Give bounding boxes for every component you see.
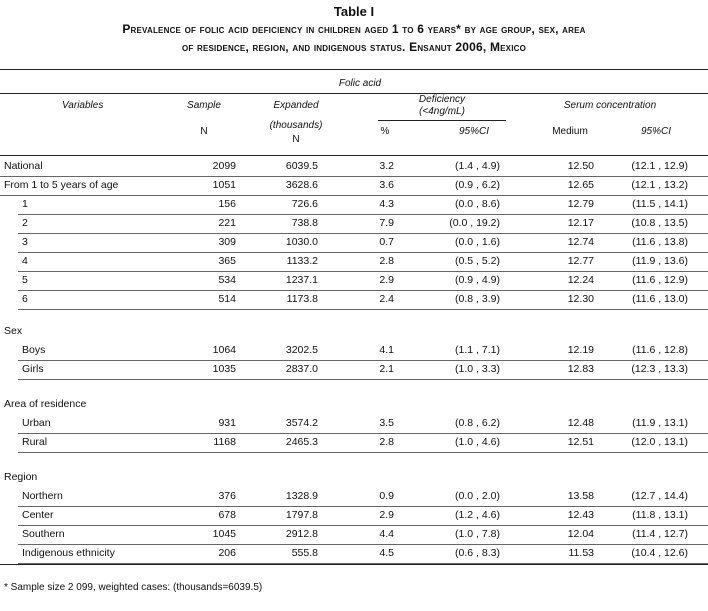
row-label: National <box>4 160 43 172</box>
table-row <box>4 525 704 544</box>
cell-ci2: (12.1 , 13.2) <box>631 179 688 191</box>
table-row <box>4 157 704 176</box>
cell-medium: 12.24 <box>567 274 594 286</box>
cell-ci: (0.0 , 1.6) <box>455 236 500 248</box>
cell-sample: 221 <box>218 217 236 229</box>
header-deficiency: Deficiency <box>418 94 466 105</box>
header-expanded-n: N <box>292 134 300 145</box>
table-row <box>4 360 704 379</box>
table-row <box>4 544 704 563</box>
table-row <box>4 233 704 252</box>
cell-sample: 931 <box>218 417 236 429</box>
cell-ci: (0.5 , 5.2) <box>455 255 500 267</box>
header-serum: Serum concentration <box>563 100 657 111</box>
cell-ci2: (12.3 , 13.3) <box>631 363 688 375</box>
row-label: 6 <box>22 293 28 305</box>
cell-ci: (1.1 , 7.1) <box>455 344 500 356</box>
cell-expanded: 3628.6 <box>285 179 318 191</box>
table-row <box>4 414 704 433</box>
cell-pct: 2.8 <box>379 255 394 267</box>
cell-medium: 12.43 <box>567 509 594 521</box>
cell-pct: 2.9 <box>379 274 394 286</box>
cell-ci2: (10.4 , 12.6) <box>631 547 688 559</box>
header-sample-n: N <box>200 126 208 137</box>
table-row <box>4 290 704 309</box>
cell-ci2: (11.6 , 12.9) <box>632 274 688 286</box>
table-title-line2: of residence, region, and indigenous status. Ensanut 2006, Mexico <box>181 40 527 54</box>
cell-ci: (0.6 , 8.3) <box>455 547 500 559</box>
cell-medium: 12.48 <box>567 417 594 429</box>
cell-ci: (0.0 , 8.6) <box>455 198 500 210</box>
cell-sample: 156 <box>218 198 236 210</box>
cell-ci: (0.9 , 4.9) <box>455 274 500 286</box>
cell-sample: 1035 <box>212 363 236 375</box>
header-deficiency-sub: (<4ng/mL) <box>419 106 465 117</box>
cell-sample: 1051 <box>212 179 236 191</box>
cell-ci: (1.0 , 4.6) <box>455 436 500 448</box>
top-rule <box>0 69 708 70</box>
cell-pct: 2.9 <box>379 509 394 521</box>
cell-ci: (0.9 , 6.2) <box>455 179 500 191</box>
row-rule <box>18 309 708 310</box>
table-row <box>4 252 704 271</box>
table-row <box>4 506 704 525</box>
cell-ci: (0.8 , 6.2) <box>455 417 500 429</box>
cell-ci2: (11.6 , 13.0) <box>632 293 688 305</box>
cell-sample: 206 <box>218 547 236 559</box>
cell-expanded: 1173.8 <box>286 293 318 305</box>
cell-expanded: 2465.3 <box>285 436 318 448</box>
section-sex: Sex <box>4 325 23 337</box>
cell-ci2: (11.6 , 12.8) <box>632 344 688 356</box>
cell-medium: 12.19 <box>567 344 594 356</box>
table-row <box>4 433 704 452</box>
cell-medium: 12.51 <box>567 436 594 448</box>
group-rule <box>0 93 708 94</box>
cell-ci: (0.0 , 19.2) <box>449 217 500 229</box>
row-rule <box>18 452 708 453</box>
table-row <box>4 341 704 360</box>
cell-expanded: 2912.8 <box>285 528 318 540</box>
cell-expanded: 1237.1 <box>285 274 318 286</box>
cell-medium: 12.17 <box>567 217 594 229</box>
cell-ci: (1.0 , 7.8) <box>455 528 500 540</box>
header-ci2: 95%CI <box>640 126 671 137</box>
cell-expanded: 6039.5 <box>285 160 318 172</box>
cell-ci2: (11.9 , 13.6) <box>632 255 688 267</box>
row-label: 5 <box>22 274 28 286</box>
cell-ci2: (12.7 , 14.4) <box>631 490 688 502</box>
cell-sample: 365 <box>218 255 236 267</box>
table-label: Table I <box>333 4 375 19</box>
cell-ci2: (11.5 , 14.1) <box>632 198 688 210</box>
cell-ci2: (12.0 , 13.1) <box>631 436 688 448</box>
cell-pct: 4.1 <box>379 344 394 356</box>
row-rule <box>18 379 708 380</box>
cell-expanded: 1133.2 <box>286 255 318 267</box>
cell-medium: 12.65 <box>567 179 594 191</box>
table-row <box>4 487 704 506</box>
table-row <box>4 271 704 290</box>
section-region: Region <box>4 471 38 483</box>
cell-pct: 7.9 <box>379 217 394 229</box>
cell-medium: 11.53 <box>568 547 594 559</box>
row-label: Girls <box>22 363 44 375</box>
cell-pct: 4.4 <box>379 528 394 540</box>
table-row <box>4 214 704 233</box>
header-expanded-sub: (thousands) <box>269 120 323 131</box>
cell-medium: 12.83 <box>567 363 594 375</box>
cell-pct: 3.2 <box>379 160 394 172</box>
cell-ci2: (11.9 , 13.1) <box>632 417 688 429</box>
bottom-rule <box>0 564 708 565</box>
section-area: Area of residence <box>4 398 87 410</box>
cell-pct: 2.4 <box>379 293 394 305</box>
cell-medium: 12.30 <box>567 293 594 305</box>
cell-medium: 12.77 <box>567 255 594 267</box>
row-label: Boys <box>22 344 46 356</box>
cell-ci: (1.0 , 3.3) <box>455 363 500 375</box>
cell-medium: 12.50 <box>567 160 594 172</box>
table-row <box>4 195 704 214</box>
row-label: 3 <box>22 236 28 248</box>
header-expanded: Expanded <box>273 100 319 111</box>
header-pct: % <box>380 126 390 137</box>
header-ci1: 95%CI <box>458 126 489 137</box>
row-label: Urban <box>22 417 51 429</box>
cell-ci2: (11.4 , 12.7) <box>632 528 688 540</box>
cell-medium: 12.04 <box>567 528 594 540</box>
header-bottom-rule <box>0 155 708 156</box>
cell-sample: 514 <box>218 293 236 305</box>
row-label: 4 <box>22 255 28 267</box>
cell-expanded: 555.8 <box>291 547 318 559</box>
cell-sample: 376 <box>218 490 236 502</box>
cell-ci: (0.0 , 2.0) <box>455 490 500 502</box>
cell-ci: (0.8 , 3.9) <box>455 293 500 305</box>
cell-pct: 3.5 <box>379 417 394 429</box>
cell-medium: 12.74 <box>567 236 594 248</box>
cell-sample: 534 <box>218 274 236 286</box>
cell-pct: 3.6 <box>379 179 394 191</box>
cell-expanded: 2837.0 <box>285 363 318 375</box>
cell-pct: 4.5 <box>379 547 394 559</box>
footnote: * Sample size 2 099, weighted cases: (thousands=6039.5) <box>4 582 263 593</box>
row-label: Northern <box>22 490 63 502</box>
cell-expanded: 738.8 <box>291 217 318 229</box>
cell-sample: 309 <box>218 236 236 248</box>
cell-sample: 678 <box>218 509 236 521</box>
header-variables: Variables <box>62 100 104 111</box>
cell-expanded: 1328.9 <box>285 490 318 502</box>
row-label: 2 <box>22 217 28 229</box>
header-folic-acid: Folic acid <box>338 78 382 89</box>
cell-ci2: (12.1 , 12.9) <box>631 160 688 172</box>
cell-pct: 4.3 <box>379 198 394 210</box>
cell-ci: (1.4 , 4.9) <box>455 160 500 172</box>
cell-ci2: (11.6 , 13.8) <box>632 236 688 248</box>
cell-expanded: 1797.8 <box>285 509 318 521</box>
header-sample: Sample <box>187 100 221 111</box>
cell-expanded: 3574.2 <box>285 417 318 429</box>
cell-expanded: 1030.0 <box>285 236 318 248</box>
row-label: 1 <box>22 198 28 210</box>
cell-sample: 1064 <box>212 344 236 356</box>
deficiency-rule <box>378 120 506 121</box>
cell-medium: 13.58 <box>567 490 594 502</box>
row-label: Rural <box>22 436 48 448</box>
row-label: Center <box>22 509 54 521</box>
row-label: From 1 to 5 years of age <box>4 179 119 191</box>
cell-ci2: (10.8 , 13.5) <box>631 217 688 229</box>
cell-pct: 0.7 <box>379 236 394 248</box>
cell-ci: (1.2 , 4.6) <box>455 509 500 521</box>
cell-sample: 1168 <box>213 436 236 448</box>
cell-sample: 2099 <box>212 160 236 172</box>
cell-pct: 0.9 <box>379 490 394 502</box>
cell-medium: 12.79 <box>567 198 594 210</box>
cell-ci2: (11.8 , 13.1) <box>632 509 688 521</box>
row-label: Southern <box>22 528 65 540</box>
table-title-line1: Prevalence of folic acid deficiency in children aged 1 to 6 years* by age group, sex, area <box>122 22 586 36</box>
cell-pct: 2.8 <box>379 436 394 448</box>
header-medium: Medium <box>552 126 588 137</box>
row-label: Indigenous ethnicity <box>22 547 115 559</box>
cell-expanded: 726.6 <box>291 198 318 210</box>
cell-expanded: 3202.5 <box>285 344 318 356</box>
cell-sample: 1045 <box>212 528 236 540</box>
cell-pct: 2.1 <box>379 363 394 375</box>
table-row <box>4 176 704 195</box>
